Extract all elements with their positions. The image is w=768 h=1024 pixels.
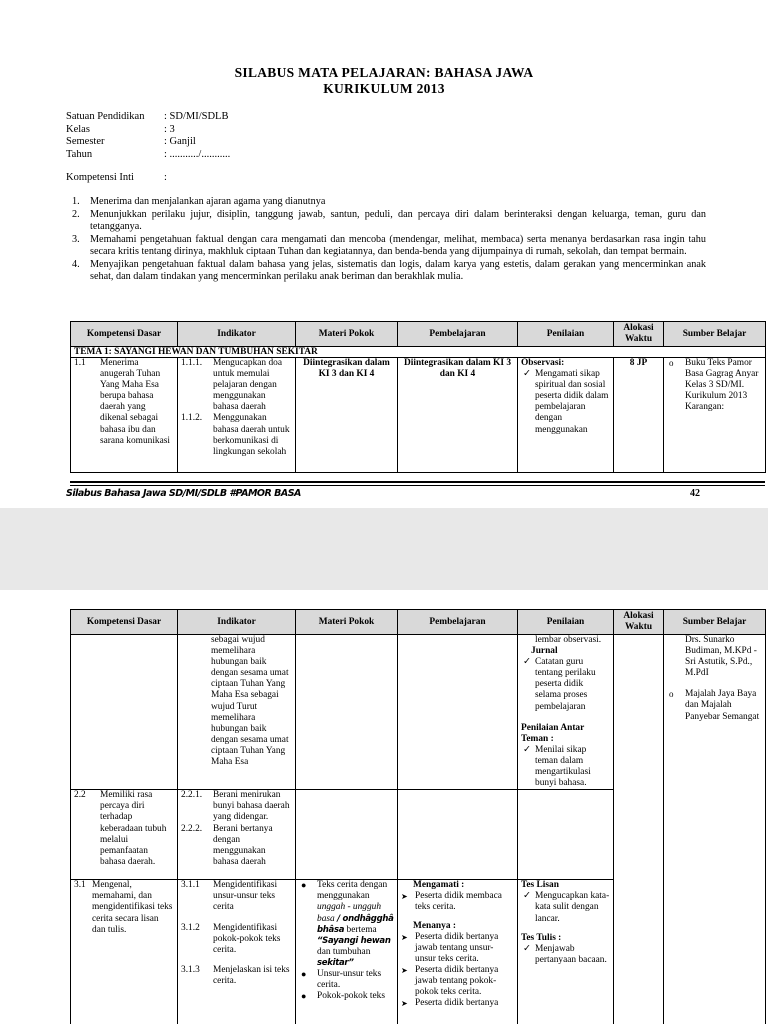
header-sumber: Sumber Belajar xyxy=(664,610,766,635)
footer-rule-thin xyxy=(70,485,765,486)
bullet-icon: ● xyxy=(301,880,307,891)
header-indikator: Indikator xyxy=(178,322,296,347)
circle-bullet-icon: o xyxy=(669,358,674,368)
indikator-cell: 3.1.1 Mengidentifikasi unsur-unsur teks cerita 3.1.2 Mengidentifikasi pokok-pokok teks cerita. 3.1.3 Menjelaskan isi teks cerita. xyxy=(178,880,296,1024)
header-sumber: Sumber Belajar xyxy=(664,322,766,347)
alokasi-cell xyxy=(614,635,664,1024)
check-icon: ✓ xyxy=(523,744,531,755)
materi-cell: Diintegrasikan dalam KI 3 dan KI 4 xyxy=(296,358,398,473)
penilaian-cell xyxy=(518,790,614,880)
header-kd: Kompetensi Dasar xyxy=(71,610,178,635)
info-row: Semester : Ganjil xyxy=(66,136,196,147)
indikator-cell: 1.1.1. Mengucapkan doa untuk memulai pelajaran dengan menggunakan bahasa daerah 1.1.2. Menggunakan bahasa daerah untuk berkomunikasi di lingkungan sekolah xyxy=(178,358,296,473)
arrow-icon: ➤ xyxy=(401,932,408,942)
materi-cell xyxy=(296,635,398,790)
document-title: SILABUS MATA PELAJARAN: BAHASA JAWA xyxy=(234,65,534,80)
bullet-icon: ● xyxy=(301,968,307,979)
pembelajaran-cell xyxy=(398,635,518,790)
kompetensi-inti-list xyxy=(66,196,706,285)
sumber-cell: Drs. Sunarko Budiman, M.KPd - Sri Astutik, S.Pd., M.PdI o Majalah Jaya Baya dan Majalah Panyebar Semangat xyxy=(664,635,766,1024)
penilaian-cell: Observasi: ✓ Mengamati sikap spiritual dan sosial peserta didik dalam pembelajaran dengan menggunakan xyxy=(518,358,614,473)
header-kd: Kompetensi Dasar xyxy=(71,322,178,347)
bullet-icon: ● xyxy=(301,991,307,1002)
kd-cell: 3.1 Mengenal, memahami, dan mengidentifikasi teks cerita secara lisan dan tulis. xyxy=(71,880,178,1024)
pembelajaran-cell: Diintegrasikan dalam KI 3 dan KI 4 xyxy=(398,358,518,473)
materi-cell: ● Teks cerita dengan menggunakan unggah - ungguh basa / ondhâgghâ bhâsa bertema “Sayangi hewan dan tumbuhan sekitar” ● Unsur-unsur teks cerita. ● Pokok-pokok teks xyxy=(296,880,398,1024)
check-icon: ✓ xyxy=(523,943,531,954)
info-block xyxy=(66,111,230,161)
kd-cell: 2.2 Memiliki rasa percaya diri terhadap keberadaan tubuh melalui pemanfaatan bahasa daerah. xyxy=(71,790,178,880)
header-materi: Materi Pokok xyxy=(296,610,398,635)
penilaian-cell: Tes Lisan ✓ Mengucapkan kata-kata sulit dengan lancar. Tes Tulis : ✓ Menjawab pertanyaan bacaan. xyxy=(518,880,614,1024)
tema-row xyxy=(71,347,766,358)
indikator-cell: sebagai wujud memelihara hubungan baik dengan sesama umat ciptaan Tuhan Yang Maha Esa sebagai wujud Turut memelihara hubungan baik dengan sesama umat ciptaan Tuhan Yang Maha Esa xyxy=(178,635,296,790)
header-pembelajaran: Pembelajaran xyxy=(398,610,518,635)
page-2 xyxy=(0,590,768,1024)
syllabus-table-page1 xyxy=(70,321,766,473)
kd-cell: 1.1 Menerima anugerah Tuhan Yang Maha Esa berupa bahasa daerah yang dikenal sebagai bahasa ibu dan sarana komunikasi xyxy=(71,358,178,473)
kompetensi-inti-heading: Kompetensi Inti : xyxy=(66,172,167,183)
table-row xyxy=(71,635,766,790)
arrow-icon: ➤ xyxy=(401,965,408,975)
tema-title: TEMA 1: SAYANGI HEWAN DAN TUMBUHAN SEKITAR xyxy=(71,347,766,358)
syllabus-table-page2 xyxy=(70,609,766,1024)
table-header-row xyxy=(71,322,766,347)
pembelajaran-cell: Mengamati : ➤ Peserta didik membaca teks cerita. Menanya : ➤ Peserta didik bertanya jawab tentang unsur-unsur teks cerita. ➤ Peserta didik bertanya jawab tentang pokok-pokok teks cerita. ➤ Peserta didik bertanya xyxy=(398,880,518,1024)
header-alokasi: Alokasi Waktu xyxy=(614,610,664,635)
sumber-cell: o Buku Teks Pamor Basa Gagrag Anyar Kelas 3 SD/MI. Kurikulum 2013 Karangan: xyxy=(664,358,766,473)
info-row: Tahun : .........../........... xyxy=(66,148,231,160)
table-header-row xyxy=(71,610,766,635)
materi-cell xyxy=(296,790,398,880)
header-alokasi: Alokasi Waktu xyxy=(614,322,664,347)
header-indikator: Indikator xyxy=(178,610,296,635)
ki-item: 4. Menyajikan pengetahuan faktual dalam bahasa yang jelas, sistematis dan logis, dalam karya yang estetis, dalam gerakan yang mencerminkan anak sehat, dan dalam tindakan yang mencerminkan perilaku anak beriman dan berakhlak mulia. xyxy=(72,259,706,283)
info-row: Satuan Pendidikan : SD/MI/SDLB xyxy=(66,111,229,122)
check-icon: ✓ xyxy=(523,891,531,902)
info-row: Kelas : 3 xyxy=(66,123,175,135)
check-icon: ✓ xyxy=(523,657,531,668)
header-penilaian: Penilaian xyxy=(518,322,614,347)
header-pembelajaran: Pembelajaran xyxy=(398,322,518,347)
penilaian-cell: lembar observasi. Jurnal ✓ Catatan guru tentang perilaku peserta didik selama proses pembelajaran Penilaian Antar Teman : ✓ Menilai sikap teman dalam mengartikulasi bunyi bahasa. xyxy=(518,635,614,790)
circle-bullet-icon: o xyxy=(669,689,674,700)
alokasi-cell: 8 JP xyxy=(614,358,664,473)
table-row xyxy=(71,358,766,473)
indikator-cell: 2.2.1. Berani menirukan bunyi bahasa daerah yang didengar. 2.2.2. Berani bertanya dengan menggunakan bahasa daerah xyxy=(178,790,296,880)
kd-cell xyxy=(71,635,178,790)
footer-text: Silabus Bahasa Jawa SD/MI/SDLB #PAMOR BASA xyxy=(66,488,301,499)
ki-item: 1. Menerima dan menjalankan ajaran agama yang dianutnya xyxy=(72,196,326,207)
pembelajaran-cell xyxy=(398,790,518,880)
page-1 xyxy=(0,0,768,508)
ki-item: 2. Menunjukkan perilaku jujur, disiplin, tanggung jawab, santun, peduli, dan percaya diri dalam berinteraksi dengan keluarga, teman, guru dan tetangganya. xyxy=(72,209,706,233)
check-icon: ✓ xyxy=(523,369,531,380)
document-subtitle: KURIKULUM 2013 xyxy=(323,81,445,96)
ki-item: 3. Memahami pengetahuan faktual dengan cara mengamati dan mencoba (mendengar, melihat, membaca) serta menanya berdasarkan rasa ingin tahu secara kritis tentang dirinya, makhluk ciptaan Tuhan dan kegiatannya, dan benda-benda yang dijumpainya di rumah, sekolah, dan tempat bermain. xyxy=(72,234,706,258)
header-penilaian: Penilaian xyxy=(518,610,614,635)
arrow-icon: ➤ xyxy=(401,892,408,902)
arrow-icon: ➤ xyxy=(401,999,408,1009)
page-number: 42 xyxy=(690,488,700,499)
footer-rule xyxy=(70,481,765,483)
header-materi: Materi Pokok xyxy=(296,322,398,347)
